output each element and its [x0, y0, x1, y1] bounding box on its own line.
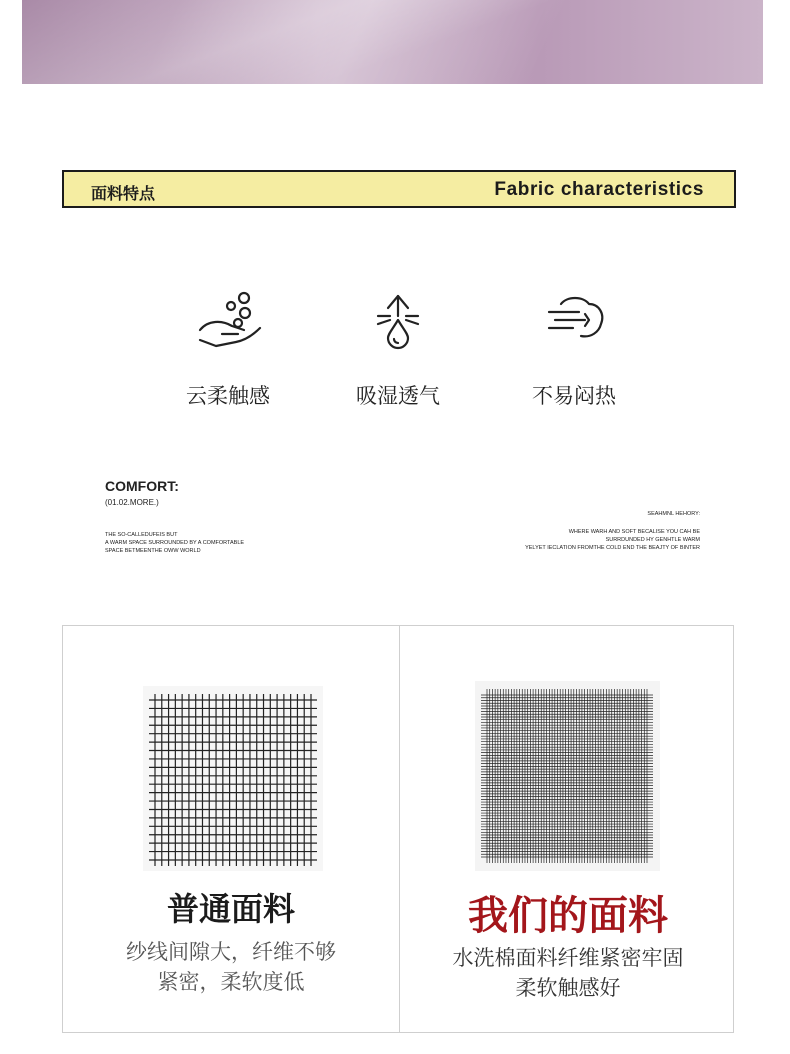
wind-cloud-icon [539, 290, 609, 350]
hero-fabric-image [22, 0, 763, 84]
comfort-title: COMFORT: [105, 478, 179, 494]
feature-breathable [338, 290, 458, 410]
our-fabric-title: 我们的面料 [468, 894, 668, 938]
feature-label: 云柔触感 [186, 385, 270, 408]
section-banner [62, 170, 736, 208]
panel-ordinary-fabric [63, 626, 399, 1032]
ordinary-fabric-desc [63, 938, 399, 998]
moisture-drop-icon [368, 290, 428, 350]
feature-soft-touch [168, 290, 288, 410]
desc-line: 纱线间隙大，纤维不够 [126, 941, 336, 964]
banner-title-zh: 面料特点 [91, 186, 156, 203]
our-fabric-desc [400, 944, 736, 1004]
comfort-line: A WARM SPACE SURROUNDED BY A COMFORTABLE [105, 540, 245, 546]
ordinary-fabric-title: 普通面料 [166, 891, 295, 927]
comfort-subtitle: (01.02.MORE.) [105, 498, 159, 507]
feature-label: 不易闷热 [532, 385, 616, 408]
right-text-line: YELYET IECLATION FROMTHE COLD END THE BEAJTY OF BINTER [525, 545, 700, 551]
right-text-title: SEAHMNL HEHORY: [647, 511, 700, 517]
right-text-line: WHERE WARH AND SOFT BECALISE YOU CAH BE [568, 529, 700, 535]
panel-our-fabric [400, 626, 736, 1032]
fabric-comparison [62, 625, 734, 1033]
right-text-body [400, 528, 700, 552]
sparse-weave-image [143, 686, 323, 876]
comfort-line: SPACE BETMEENTHE OWW WORLD [105, 548, 201, 554]
desc-line: 柔软触感好 [515, 977, 621, 1000]
right-text-line: SURRDUNDED HY GENHTLE WARM [605, 537, 700, 543]
desc-line: 水洗棉面料纤维紧密牢固 [452, 947, 684, 970]
feature-cool [514, 290, 634, 410]
hand-bubbles-icon [188, 290, 268, 350]
banner-title-en: Fabric characteristics [494, 179, 704, 200]
dense-weave-image [475, 681, 660, 876]
feature-label: 吸湿透气 [356, 385, 440, 408]
comfort-line: THE SO-CALLEDUFEIS BUT [105, 532, 178, 538]
comfort-body [105, 531, 325, 555]
desc-line: 紧密，柔软度低 [157, 971, 305, 994]
